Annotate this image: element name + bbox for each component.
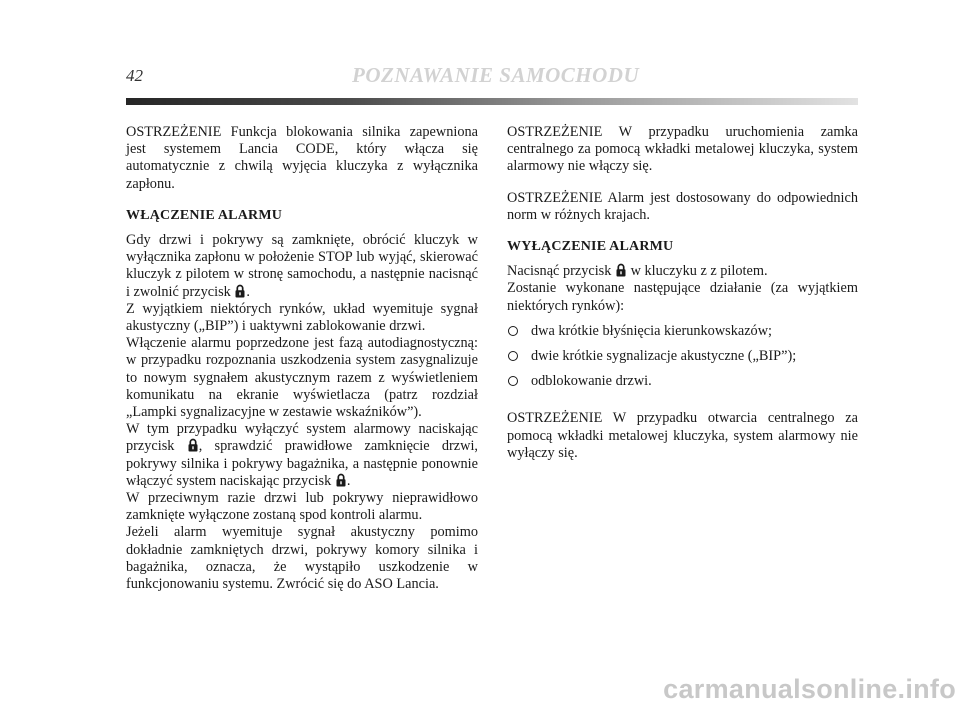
lock-icon bbox=[336, 473, 346, 487]
alarm-off-paragraph-1 bbox=[507, 263, 858, 280]
alarm-off-text-1a: Nacisnąć przycisk bbox=[507, 263, 612, 280]
warning-central-lock: OSTRZEŻENIE W przypadku uruchomienia zamka centralnego za pomocą wkładki metalowej kluczyka, system alarmowy nie włączy się. bbox=[507, 124, 858, 175]
page-header bbox=[0, 0, 960, 110]
alarm-on-paragraph-5: W przeciwnym razie drzwi lub pokrywy nieprawidłowo zamknięte wyłączone zostaną spod kontroli alarmu. bbox=[126, 490, 478, 524]
alarm-on-paragraph-2: Z wyjątkiem niektórych rynków, układ wyemituje sygnał akustyczny („BIP”) i uaktywni zablokowanie drzwi. bbox=[126, 300, 478, 335]
alarm-on-text-4b: , sprawdzić prawidłowe zamknięcie drzwi, pokrywy silnika i pokrywy bagażnika, a następnie ponownie włączyć system naciskając przycisk bbox=[126, 438, 478, 489]
lock-icon bbox=[188, 438, 198, 452]
alarm-off-paragraph-2: Zostanie wykonane następujące działanie (za wyjątkiem niektórych rynków): bbox=[507, 280, 858, 314]
header-rule bbox=[126, 98, 858, 105]
watermark: carmanualsonline.info bbox=[663, 674, 956, 704]
page-number: 42 bbox=[126, 66, 143, 85]
left-column bbox=[126, 124, 478, 593]
alarm-on-text-1a: Gdy drzwi i pokrywy są zamknięte, obrócić kluczyk w wyłącznika zapłonu w położenie STOP lub wyjąć, skierować kluczyk z pilotem w stronę samochodu, a następnie nacisnąć i zwolnić przycisk bbox=[126, 232, 478, 300]
lock-icon bbox=[616, 263, 626, 277]
list-item: dwa krótkie błyśnięcia kierunkowskazów; bbox=[507, 323, 858, 340]
ring-bullet-icon bbox=[508, 351, 518, 361]
heading-alarm-on: WŁĄCZENIE ALARMU bbox=[126, 207, 283, 223]
alarm-on-paragraph-4 bbox=[126, 421, 478, 490]
list-item: odblokowanie drzwi. bbox=[507, 373, 858, 390]
alarm-on-paragraph-3: Włączenie alarmu poprzedzone jest fazą autodiagnostyczną: w przypadku rozpoznania uszkodzenia system zasygnalizuje to nowym sygnałem akustycznym razem z wyświetleniem komunikatu na ekranie wyświetlacza (patrz rozdział „Lampki sygnalizacyjne w zestawie wskaźników”). bbox=[126, 335, 478, 421]
list-item: dwie krótkie sygnalizacje akustyczne („BIP”); bbox=[507, 348, 858, 365]
alarm-on-text-4a: W tym przypadku wyłączyć system alarmowy naciskając przycisk bbox=[126, 421, 478, 455]
warning-alarm-not-off: OSTRZEŻENIE W przypadku otwarcia centralnego za pomocą wkładki metalowej kluczyka, system alarmowy nie wyłączy się. bbox=[507, 410, 858, 461]
warning-norms: OSTRZEŻENIE Alarm jest dostosowany do odpowiednich norm w różnych krajach. bbox=[507, 189, 858, 223]
alarm-on-paragraph-6: Jeżeli alarm wyemituje sygnał akustyczny pomimo dokładnie zamkniętych drzwi, pokrywy komory silnika i bagażnika, oznacza, że wystąpiło uszkodzenie w funkcjonowaniu systemu. Zwrócić się do ASO Lancia. bbox=[126, 524, 478, 593]
alarm-on-text-1b: . bbox=[246, 283, 250, 300]
right-column bbox=[507, 124, 858, 462]
lock-icon bbox=[235, 284, 245, 298]
running-title: POZNAWANIE SAMOCHODU bbox=[352, 63, 640, 87]
alarm-on-paragraph-1 bbox=[126, 232, 478, 301]
alarm-off-text-1b: w kluczyku z z pilotem. bbox=[630, 263, 768, 280]
alarm-off-actions-list bbox=[507, 323, 858, 391]
heading-alarm-off: WYŁĄCZENIE ALARMU bbox=[507, 239, 674, 255]
alarm-on-text-4c: . bbox=[346, 472, 351, 489]
ring-bullet-icon bbox=[508, 376, 518, 386]
warning-lancia-code: OSTRZEŻENIE Funkcja blokowania silnika zapewniona jest systemem Lancia CODE, który włącza się automatycznie z chwilą wyjęcia kluczyka z wyłącznika zapłonu. bbox=[126, 124, 478, 192]
ring-bullet-icon bbox=[508, 326, 518, 336]
